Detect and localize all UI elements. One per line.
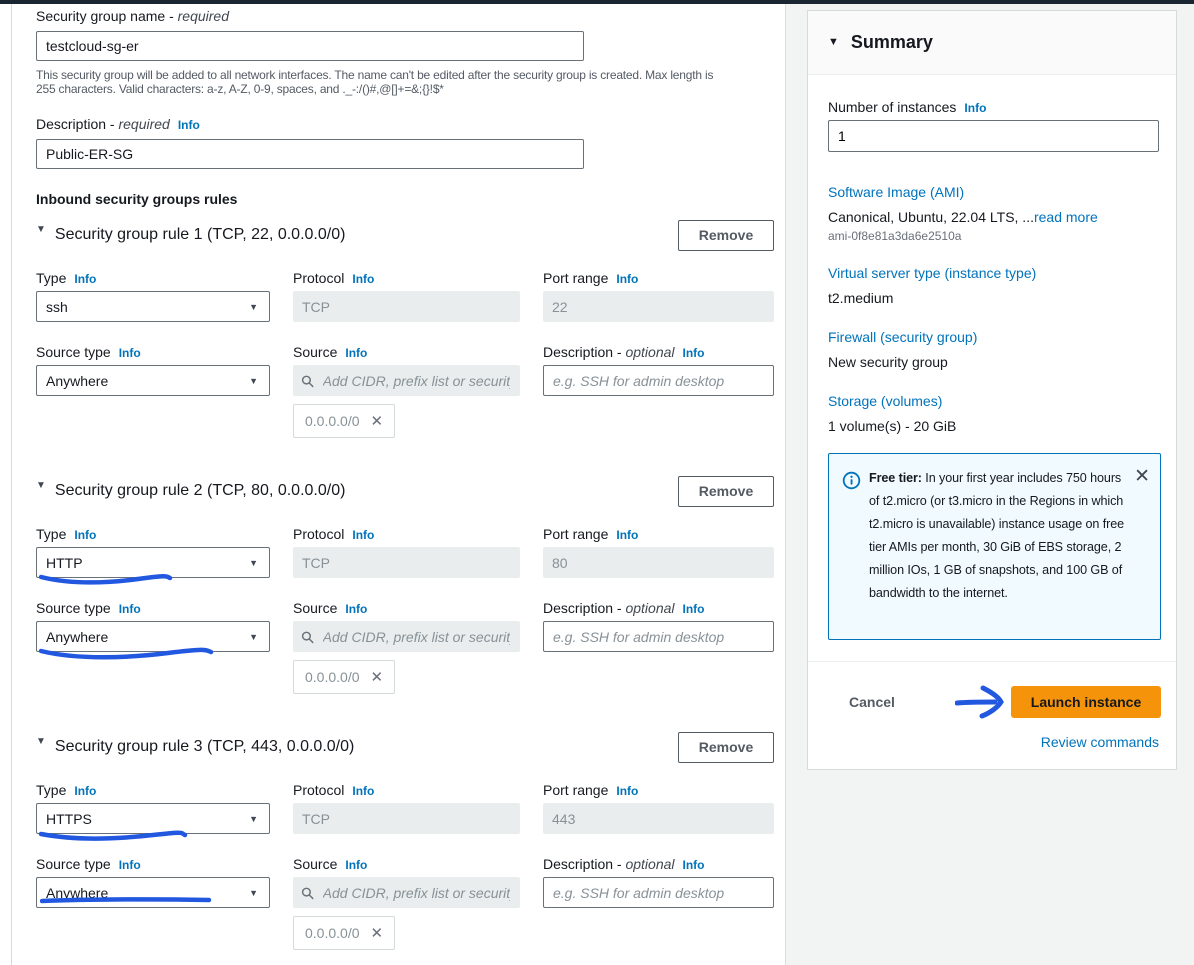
info-link[interactable]: Info — [345, 346, 368, 360]
info-link[interactable]: Info — [682, 602, 705, 616]
rule-3-title[interactable] — [36, 738, 354, 756]
info-link[interactable]: Info — [964, 101, 987, 115]
description-label-text: Description - — [36, 116, 119, 132]
rule-3-source-search[interactable] — [293, 877, 520, 908]
rule-3-port-field: 443 — [543, 803, 774, 834]
left-margin — [0, 4, 11, 965]
rule-1-source-search[interactable] — [293, 365, 520, 396]
chevron-down-icon: ▼ — [249, 376, 258, 386]
description-label — [36, 116, 785, 132]
rule-3-cidr-chip: 0.0.0.0/0 ✕ — [293, 916, 395, 950]
instance-type-value: t2.medium — [828, 290, 894, 306]
firewall-value: New security group — [828, 354, 948, 370]
security-group-name-input[interactable] — [36, 31, 584, 61]
info-link[interactable]: Info — [118, 602, 141, 616]
rule-2-description-input[interactable] — [543, 621, 774, 652]
summary-title: Summary — [850, 32, 933, 52]
info-link[interactable]: Info — [682, 858, 705, 872]
protocol-label: Protocol Info — [293, 270, 375, 286]
security-group-name-label-text: Security group name - — [36, 8, 178, 24]
info-link[interactable]: Info — [177, 118, 200, 132]
info-link[interactable]: Info — [682, 346, 705, 360]
security-group-name-label — [36, 8, 785, 24]
description-input[interactable] — [36, 139, 584, 169]
protocol-label: Protocol Info — [293, 526, 375, 542]
info-link[interactable]: Info — [352, 784, 375, 798]
summary-header[interactable] — [808, 11, 1176, 75]
collapse-icon[interactable]: ▼ — [36, 480, 46, 491]
source-type-label: Source type Info — [36, 600, 141, 616]
rule-2-protocol-field: TCP — [293, 547, 520, 578]
rule-3-source-type-select[interactable]: Anywhere ▼ — [36, 877, 270, 908]
summary-footer — [808, 661, 1176, 750]
number-of-instances-label: Number of instances Info — [828, 99, 987, 115]
storage-link[interactable]: Storage (volumes) — [828, 393, 943, 409]
port-range-label: Port range Info — [543, 270, 639, 286]
number-of-instances-input[interactable] — [828, 120, 1159, 152]
chevron-down-icon: ▼ — [249, 888, 258, 898]
software-image-link[interactable]: Software Image (AMI) — [828, 184, 965, 200]
rule-2-port-field: 80 — [543, 547, 774, 578]
rule-3-type-select[interactable]: HTTPS ▼ — [36, 803, 270, 834]
rule-1-port-field: 22 — [543, 291, 774, 322]
launch-instance-button[interactable]: Launch instance — [1011, 686, 1161, 718]
info-link[interactable]: Info — [345, 602, 368, 616]
protocol-label: Protocol Info — [293, 782, 375, 798]
summary-card — [807, 10, 1177, 770]
info-link[interactable]: Info — [74, 272, 97, 286]
ami-id: ami-0f8e81a3da6e2510a — [828, 229, 962, 243]
remove-rule-2-button[interactable]: Remove — [678, 476, 774, 507]
info-link[interactable]: Info — [74, 784, 97, 798]
source-type-label: Source type Info — [36, 344, 141, 360]
rule-1-source-input[interactable] — [321, 372, 512, 390]
source-label: Source Info — [293, 600, 368, 616]
rule-2-type-select[interactable]: HTTP ▼ — [36, 547, 270, 578]
ami-description-text: Canonical, Ubuntu, 22.04 LTS, ... — [828, 209, 1034, 225]
rule-2-source-search[interactable] — [293, 621, 520, 652]
security-group-form-panel — [11, 4, 786, 965]
annotation-arrow — [955, 682, 1011, 722]
required-word: required — [177, 8, 229, 24]
rule-1-cidr-chip: 0.0.0.0/0 ✕ — [293, 404, 395, 438]
info-link[interactable]: Info — [352, 272, 375, 286]
search-icon — [301, 630, 314, 644]
rule-3-protocol-field: TCP — [293, 803, 520, 834]
required-word: required — [118, 116, 170, 132]
security-group-rule-1 — [36, 219, 785, 438]
info-link[interactable]: Info — [118, 858, 141, 872]
rule-description-label: Description - optional Info — [543, 600, 705, 616]
rule-description-label: Description - optional Info — [543, 344, 705, 360]
source-type-label: Source type Info — [36, 856, 141, 872]
free-tier-close-icon[interactable]: ✕ — [1134, 466, 1150, 487]
chip-close-icon[interactable]: ✕ — [370, 669, 384, 686]
free-tier-body: In your first year includes 750 hours of t2.micro (or t3.micro in the Regions in which t2.micro is unavailable) instance usage on free tier AMIs per month, 30 GiB of EBS storage, 2 million IOs, 1 GB of snapshots, and 100 GB of bandwidth to the internet. — [869, 471, 1125, 600]
free-tier-text — [869, 467, 1129, 639]
chip-close-icon[interactable]: ✕ — [370, 925, 384, 942]
chevron-down-icon: ▼ — [249, 814, 258, 824]
read-more-link[interactable]: read more — [1033, 209, 1098, 225]
rule-2-source-type-select[interactable]: Anywhere ▼ — [36, 621, 270, 652]
info-link[interactable]: Info — [616, 784, 639, 798]
remove-rule-3-button[interactable]: Remove — [678, 732, 774, 763]
type-label: Type Info — [36, 270, 97, 286]
rule-2-title[interactable] — [36, 482, 345, 500]
collapse-icon[interactable]: ▼ — [36, 224, 46, 235]
search-icon — [301, 374, 314, 388]
rule-2-title-text: Security group rule 2 (TCP, 80, 0.0.0.0/0) — [54, 482, 346, 499]
collapse-icon[interactable]: ▼ — [36, 736, 46, 747]
rule-2-source-input[interactable] — [321, 628, 512, 646]
port-range-label: Port range Info — [543, 526, 639, 542]
rule-description-label: Description - optional Info — [543, 856, 705, 872]
rule-1-protocol-field: TCP — [293, 291, 520, 322]
type-label: Type Info — [36, 782, 97, 798]
chevron-down-icon: ▼ — [249, 558, 258, 568]
help-line-2: 255 characters. Valid characters: a-z, A-Z, 0-9, spaces, and ._-:/()#,@[]+=&;{}!$* — [36, 82, 444, 96]
info-link[interactable]: Info — [616, 528, 639, 542]
info-link[interactable]: Info — [74, 528, 97, 542]
chevron-down-icon: ▼ — [249, 302, 258, 312]
help-line-1: This security group will be added to all network interfaces. The name can't be edited after the security group is created. Max length is — [36, 68, 714, 82]
firewall-link[interactable]: Firewall (security group) — [828, 329, 978, 345]
rule-1-source-type-select[interactable]: Anywhere ▼ — [36, 365, 270, 396]
rule-1-type-select[interactable]: ssh ▼ — [36, 291, 270, 322]
type-label: Type Info — [36, 526, 97, 542]
remove-rule-1-button[interactable]: Remove — [678, 220, 774, 251]
rule-3-title-text: Security group rule 3 (TCP, 443, 0.0.0.0/0) — [54, 738, 355, 755]
free-tier-title: Free tier: — [869, 471, 922, 485]
chip-close-icon[interactable]: ✕ — [370, 413, 384, 430]
search-icon — [301, 886, 314, 900]
security-group-rule-2 — [36, 475, 785, 694]
rule-1-title[interactable] — [36, 226, 345, 244]
collapse-icon[interactable]: ▼ — [828, 35, 839, 48]
security-group-name-help — [36, 68, 785, 96]
source-label: Source Info — [293, 344, 368, 360]
info-link[interactable]: Info — [118, 346, 141, 360]
security-group-rule-3 — [36, 731, 785, 950]
instance-type-link[interactable]: Virtual server type (instance type) — [828, 265, 1037, 281]
cancel-button[interactable]: Cancel — [849, 694, 895, 710]
source-label: Source Info — [293, 856, 368, 872]
storage-value: 1 volume(s) - 20 GiB — [828, 418, 957, 434]
chevron-down-icon: ▼ — [249, 632, 258, 642]
info-icon — [842, 471, 861, 490]
info-link[interactable]: Info — [352, 528, 375, 542]
rule-3-source-input[interactable] — [321, 884, 512, 902]
inbound-rules-heading: Inbound security groups rules — [36, 191, 238, 207]
review-commands-link[interactable]: Review commands — [1040, 734, 1159, 750]
rule-3-description-input[interactable] — [543, 877, 774, 908]
ami-description — [828, 209, 1159, 226]
port-range-label: Port range Info — [543, 782, 639, 798]
info-link[interactable]: Info — [616, 272, 639, 286]
rule-2-cidr-chip: 0.0.0.0/0 ✕ — [293, 660, 395, 694]
rule-1-description-input[interactable] — [543, 365, 774, 396]
free-tier-banner — [828, 453, 1161, 640]
info-link[interactable]: Info — [345, 858, 368, 872]
rule-1-title-text: Security group rule 1 (TCP, 22, 0.0.0.0/0) — [54, 226, 346, 243]
